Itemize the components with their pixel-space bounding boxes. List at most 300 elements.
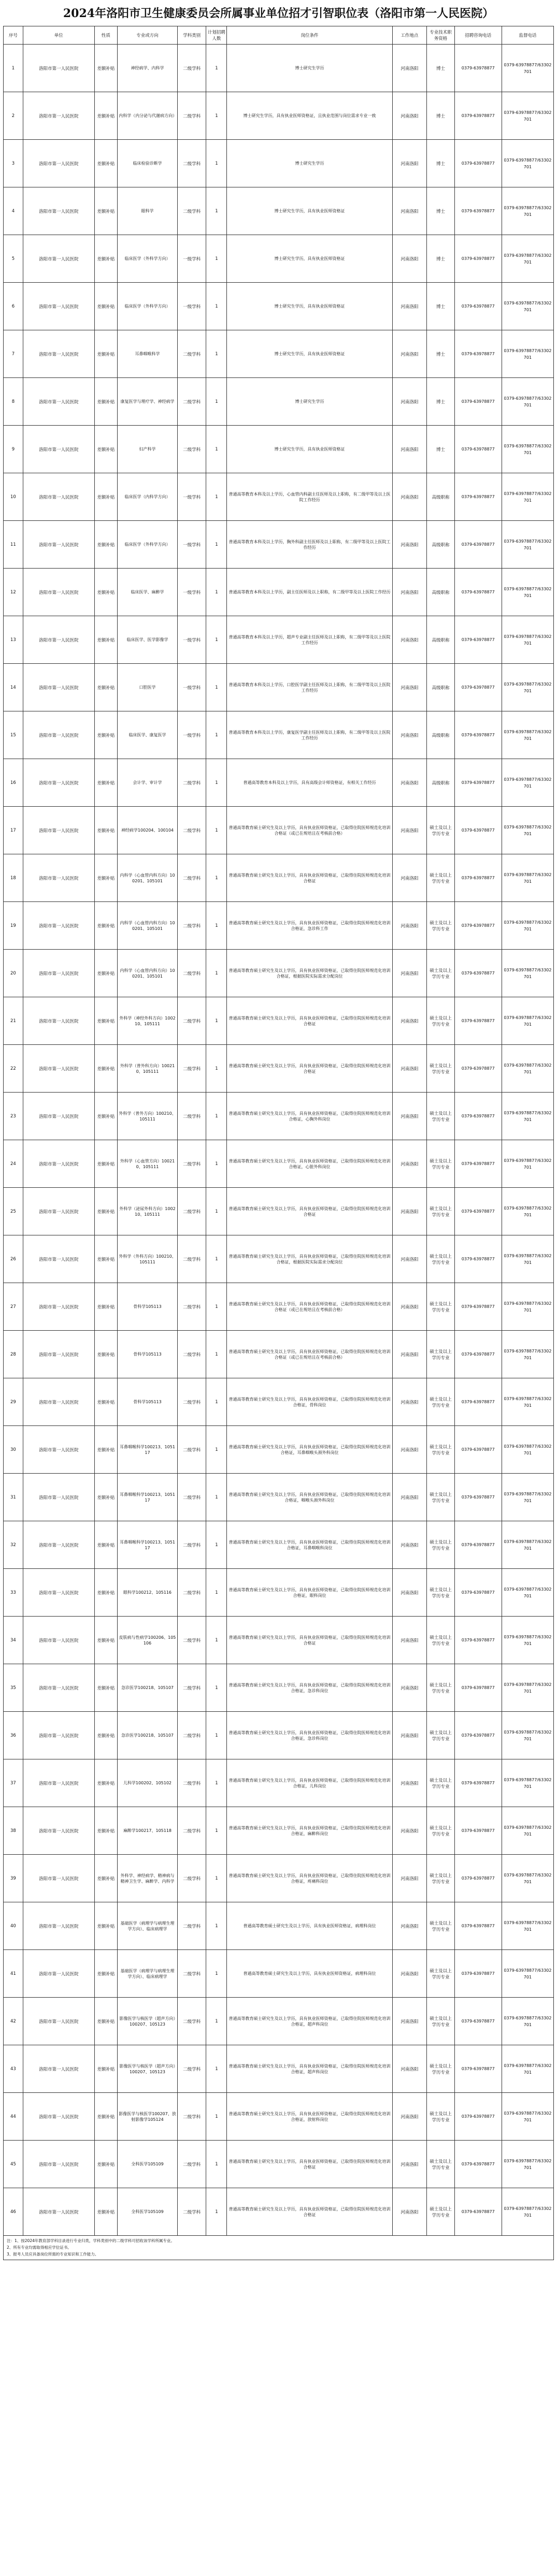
supervise-phone-cell: 0379-63978877/63302701 (502, 711, 553, 759)
index-cell: 34 (4, 1617, 23, 1664)
location-cell: 河南洛阳 (392, 1188, 427, 1235)
supervise-phone-cell: 0379-63978877/63302701 (502, 1093, 553, 1140)
supervise-phone-cell: 0379-63978877/63302701 (502, 1950, 553, 1998)
supervise-phone-cell: 0379-63978877/63302701 (502, 426, 553, 473)
category-cell: 二级学科 (177, 1188, 206, 1235)
location-cell: 河南洛阳 (392, 1474, 427, 1521)
nature-cell: 差额补贴 (94, 569, 117, 616)
location-cell: 河南洛阳 (392, 1426, 427, 1474)
index-cell: 42 (4, 1998, 23, 2045)
location-cell: 河南洛阳 (392, 616, 427, 664)
location-cell: 河南洛阳 (392, 1283, 427, 1331)
count-cell: 1 (206, 1855, 227, 1902)
condition-cell: 普通高等教育硕士研究生及以上学历，具有执业医师资格证，已取得住院医师规范化培训合格证，麻醉科岗位 (227, 1807, 392, 1855)
location-cell: 河南洛阳 (392, 378, 427, 426)
title-cell: 硕士及以上学历专业 (427, 1426, 454, 1474)
supervise-phone-cell: 0379-63978877/63302701 (502, 1045, 553, 1093)
title-cell: 硕士及以上学历专业 (427, 1617, 454, 1664)
consult-phone-cell: 0379-63978877 (454, 187, 502, 235)
consult-phone-cell: 0379-63978877 (454, 330, 502, 378)
unit-cell: 洛阳市第一人民医院 (23, 378, 94, 426)
title-cell: 博士 (427, 140, 454, 187)
supervise-phone-cell: 0379-63978877/63302701 (502, 1140, 553, 1188)
supervise-phone-cell: 0379-63978877/63302701 (502, 1331, 553, 1378)
consult-phone-cell: 0379-63978877 (454, 1759, 502, 1807)
category-cell: 二级学科 (177, 807, 206, 854)
consult-phone-cell: 0379-63978877 (454, 140, 502, 187)
supervise-phone-cell: 0379-63978877/63302701 (502, 664, 553, 711)
supervise-phone-cell: 0379-63978877/63302701 (502, 997, 553, 1045)
index-cell: 26 (4, 1235, 23, 1283)
major-cell: 内科学（心血管内科方向）100201、105101 (118, 950, 178, 997)
condition-cell: 普通高等教育硕士研究生及以上学历，具有执业医师资格证，已取得住院医师规范化培训合格证 (227, 1045, 392, 1093)
consult-phone-cell: 0379-63978877 (454, 664, 502, 711)
category-cell: 二级学科 (177, 1664, 206, 1712)
consult-phone-cell: 0379-63978877 (454, 2045, 502, 2093)
table-row (4, 1521, 554, 1569)
location-cell: 河南洛阳 (392, 1093, 427, 1140)
index-cell: 35 (4, 1664, 23, 1712)
supervise-phone-cell: 0379-63978877/63302701 (502, 378, 553, 426)
nature-cell: 差额补贴 (94, 521, 117, 569)
condition-cell: 普通高等教育本科及以上学历，心血管内科副主任医师及以上职称，有二级甲等及以上医院工作经历 (227, 473, 392, 521)
major-cell: 临床医学（外科学方向） (118, 283, 178, 330)
unit-cell: 洛阳市第一人民医院 (23, 1998, 94, 2045)
title-cell: 硕士及以上学历专业 (427, 1855, 454, 1902)
major-cell: 皮肤病与性病学100206、105106 (118, 1617, 178, 1664)
title-cell: 博士 (427, 378, 454, 426)
consult-phone-cell: 0379-63978877 (454, 1950, 502, 1998)
category-cell: 二级学科 (177, 330, 206, 378)
location-cell: 河南洛阳 (392, 187, 427, 235)
title-cell: 硕士及以上学历专业 (427, 1474, 454, 1521)
location-cell: 河南洛阳 (392, 1378, 427, 1426)
supervise-phone-cell: 0379-63978877/63302701 (502, 2141, 553, 2188)
category-cell: 二级学科 (177, 854, 206, 902)
consult-phone-cell: 0379-63978877 (454, 1474, 502, 1521)
condition-cell: 普通高等教育硕士研究生及以上学历，具有执业医师资格证，已取得住院医师规范化培训合格证 (227, 2141, 392, 2188)
unit-cell: 洛阳市第一人民医院 (23, 1902, 94, 1950)
position-table (3, 26, 554, 2236)
index-cell: 43 (4, 2045, 23, 2093)
major-cell: 全科医学105109 (118, 2188, 178, 2236)
location-cell: 河南洛阳 (392, 1617, 427, 1664)
consult-phone-cell: 0379-63978877 (454, 1617, 502, 1664)
consult-phone-cell: 0379-63978877 (454, 1426, 502, 1474)
title-cell: 硕士及以上学历专业 (427, 1235, 454, 1283)
title-cell: 高级职称 (427, 664, 454, 711)
page-title: 2024年洛阳市卫生健康委员会所属事业单位招才引智职位表（洛阳市第一人民医院） (63, 7, 494, 20)
unit-cell: 洛阳市第一人民医院 (23, 2093, 94, 2141)
unit-cell: 洛阳市第一人民医院 (23, 1045, 94, 1093)
unit-cell: 洛阳市第一人民医院 (23, 283, 94, 330)
nature-cell: 差额补贴 (94, 1902, 117, 1950)
supervise-phone-cell: 0379-63978877/63302701 (502, 1235, 553, 1283)
major-cell: 会计学、审计学 (118, 759, 178, 807)
title-cell: 硕士及以上学历专业 (427, 2045, 454, 2093)
consult-phone-cell: 0379-63978877 (454, 997, 502, 1045)
major-cell: 外科学（外科方向）100210、105111 (118, 1235, 178, 1283)
unit-cell: 洛阳市第一人民医院 (23, 1521, 94, 1569)
unit-cell: 洛阳市第一人民医院 (23, 1950, 94, 1998)
count-cell: 1 (206, 1712, 227, 1759)
count-cell: 1 (206, 1521, 227, 1569)
index-cell: 40 (4, 1902, 23, 1950)
table-row (4, 45, 554, 92)
table-row (4, 140, 554, 187)
condition-cell: 普通高等教育硕士研究生及以上学历，具有执业医师资格证，已取得住院医师规范化培训合格证（或已在规培且在考核前合格） (227, 1331, 392, 1378)
condition-cell: 普通高等教育硕士研究生及以上学历，具有执业医师资格证，已取得住院医师规范化培训合格证，超声科岗位 (227, 2045, 392, 2093)
index-cell: 25 (4, 1188, 23, 1235)
count-cell: 1 (206, 854, 227, 902)
table-row (4, 1712, 554, 1759)
supervise-phone-cell: 0379-63978877/63302701 (502, 1569, 553, 1617)
table-row (4, 1474, 554, 1521)
consult-phone-cell: 0379-63978877 (454, 2141, 502, 2188)
consult-phone-cell: 0379-63978877 (454, 759, 502, 807)
table-row (4, 2188, 554, 2236)
condition-cell: 博士研究生学历 (227, 140, 392, 187)
consult-phone-cell: 0379-63978877 (454, 283, 502, 330)
nature-cell: 差额补贴 (94, 1998, 117, 2045)
table-row (4, 235, 554, 283)
table-row (4, 1617, 554, 1664)
major-cell: 外科学（心血管方向）100210、105111 (118, 1140, 178, 1188)
location-cell: 河南洛阳 (392, 1807, 427, 1855)
unit-cell: 洛阳市第一人民医院 (23, 664, 94, 711)
index-cell: 16 (4, 759, 23, 807)
category-cell: 二级学科 (177, 140, 206, 187)
nature-cell: 差额补贴 (94, 1807, 117, 1855)
major-cell: 外科学（普外科方向）100210、105111 (118, 1045, 178, 1093)
supervise-phone-cell: 0379-63978877/63302701 (502, 1426, 553, 1474)
table-row (4, 92, 554, 140)
count-cell: 1 (206, 1759, 227, 1807)
title-cell: 硕士及以上学历专业 (427, 1998, 454, 2045)
supervise-phone-cell: 0379-63978877/63302701 (502, 902, 553, 950)
condition-cell: 普通高等教育硕士研究生及以上学历，具有执业医师资格证，病理科岗位 (227, 1950, 392, 1998)
count-cell: 1 (206, 1664, 227, 1712)
consult-phone-cell: 0379-63978877 (454, 378, 502, 426)
category-cell: 一级学科 (177, 521, 206, 569)
supervise-phone-cell: 0379-63978877/63302701 (502, 521, 553, 569)
location-cell: 河南洛阳 (392, 902, 427, 950)
condition-cell: 普通高等教育硕士研究生及以上学历，具有执业医师资格证，已取得住院医师规范化培训合格证 (227, 1617, 392, 1664)
category-cell: 二级学科 (177, 759, 206, 807)
index-cell: 1 (4, 45, 23, 92)
count-cell: 1 (206, 807, 227, 854)
condition-cell: 普通高等教育硕士研究生及以上学历，具有执业医师资格证，已取得住院医师规范化培训合格证（或已在规培且在考核前合格） (227, 1283, 392, 1331)
category-cell: 二级学科 (177, 2188, 206, 2236)
consult-phone-cell: 0379-63978877 (454, 45, 502, 92)
unit-cell: 洛阳市第一人民医院 (23, 1807, 94, 1855)
unit-cell: 洛阳市第一人民医院 (23, 1712, 94, 1759)
category-cell: 二级学科 (177, 1331, 206, 1378)
unit-cell: 洛阳市第一人民医院 (23, 711, 94, 759)
count-cell: 1 (206, 950, 227, 997)
consult-phone-cell: 0379-63978877 (454, 616, 502, 664)
title-cell: 硕士及以上学历专业 (427, 1950, 454, 1998)
nature-cell: 差额补贴 (94, 1950, 117, 1998)
major-cell: 耳鼻咽喉科学100213、105117 (118, 1521, 178, 1569)
nature-cell: 差额补贴 (94, 140, 117, 187)
location-cell: 河南洛阳 (392, 569, 427, 616)
count-cell: 1 (206, 521, 227, 569)
header-col-condition: 岗位条件 (227, 26, 392, 45)
category-cell: 二级学科 (177, 1426, 206, 1474)
consult-phone-cell: 0379-63978877 (454, 1140, 502, 1188)
consult-phone-cell: 0379-63978877 (454, 1378, 502, 1426)
index-cell: 14 (4, 664, 23, 711)
location-cell: 河南洛阳 (392, 997, 427, 1045)
consult-phone-cell: 0379-63978877 (454, 1807, 502, 1855)
supervise-phone-cell: 0379-63978877/63302701 (502, 616, 553, 664)
location-cell: 河南洛阳 (392, 1759, 427, 1807)
location-cell: 河南洛阳 (392, 759, 427, 807)
title-cell: 硕士及以上学历专业 (427, 1712, 454, 1759)
unit-cell: 洛阳市第一人民医院 (23, 1569, 94, 1617)
location-cell: 河南洛阳 (392, 1235, 427, 1283)
header-col-category: 学科类别 (177, 26, 206, 45)
table-row (4, 473, 554, 521)
title-cell: 硕士及以上学历专业 (427, 2141, 454, 2188)
unit-cell: 洛阳市第一人民医院 (23, 187, 94, 235)
condition-cell: 普通高等教育硕士研究生及以上学历，具有执业医师资格证，已取得住院医师规范化培训合格证，儿科岗位 (227, 1759, 392, 1807)
consult-phone-cell: 0379-63978877 (454, 1712, 502, 1759)
nature-cell: 差额补贴 (94, 664, 117, 711)
unit-cell: 洛阳市第一人民医院 (23, 1378, 94, 1426)
table-row (4, 997, 554, 1045)
nature-cell: 差额补贴 (94, 378, 117, 426)
index-cell: 11 (4, 521, 23, 569)
nature-cell: 差额补贴 (94, 92, 117, 140)
table-row (4, 950, 554, 997)
condition-cell: 博士研究生学历 (227, 45, 392, 92)
count-cell: 1 (206, 283, 227, 330)
index-cell: 7 (4, 330, 23, 378)
condition-cell: 普通高等教育本科及以上学历，超声专业副主任医师及以上职称，有二级甲等及以上医院工作经历 (227, 616, 392, 664)
index-cell: 31 (4, 1474, 23, 1521)
count-cell: 1 (206, 1902, 227, 1950)
major-cell: 基础医学（病理学与病理生理学方向）、临床病理学 (118, 1950, 178, 1998)
count-cell: 1 (206, 616, 227, 664)
title-cell: 硕士及以上学历专业 (427, 1140, 454, 1188)
location-cell: 河南洛阳 (392, 283, 427, 330)
nature-cell: 差额补贴 (94, 330, 117, 378)
nature-cell: 差额补贴 (94, 1378, 117, 1426)
count-cell: 1 (206, 1331, 227, 1378)
nature-cell: 差额补贴 (94, 283, 117, 330)
title-cell: 博士 (427, 426, 454, 473)
major-cell: 外科学、神经病学、精神病与精神卫生学、麻醉学、内科学 (118, 1855, 178, 1902)
table-row (4, 426, 554, 473)
count-cell: 1 (206, 2045, 227, 2093)
major-cell: 影像医学与核医学（超声方向）100207、105123 (118, 1998, 178, 2045)
major-cell: 妇产科学 (118, 426, 178, 473)
table-body (4, 45, 554, 2236)
count-cell: 1 (206, 1807, 227, 1855)
table-row (4, 1855, 554, 1902)
location-cell: 河南洛阳 (392, 1569, 427, 1617)
condition-cell: 普通高等教育硕士研究生及以上学历，具有执业医师资格证，已取得住院医师规范化培训合格证 (227, 997, 392, 1045)
index-cell: 20 (4, 950, 23, 997)
note-line: 3、报考人员应具备岗位所需的专业知识和工作能力。 (7, 2252, 99, 2257)
major-cell: 基础医学（病理学与病理生理学方向）、临床病理学 (118, 1902, 178, 1950)
location-cell: 河南洛阳 (392, 1855, 427, 1902)
consult-phone-cell: 0379-63978877 (454, 1045, 502, 1093)
consult-phone-cell: 0379-63978877 (454, 569, 502, 616)
condition-cell: 博士研究生学历，具有执业医师资格证 (227, 283, 392, 330)
count-cell: 1 (206, 1950, 227, 1998)
location-cell: 河南洛阳 (392, 2045, 427, 2093)
location-cell: 河南洛阳 (392, 45, 427, 92)
category-cell: 二级学科 (177, 1521, 206, 1569)
unit-cell: 洛阳市第一人民医院 (23, 1759, 94, 1807)
nature-cell: 差额补贴 (94, 950, 117, 997)
supervise-phone-cell: 0379-63978877/63302701 (502, 1664, 553, 1712)
consult-phone-cell: 0379-63978877 (454, 426, 502, 473)
category-cell: 二级学科 (177, 1950, 206, 1998)
major-cell: 临床医学（外科学方向） (118, 521, 178, 569)
title-cell: 博士 (427, 235, 454, 283)
table-row (4, 664, 554, 711)
nature-cell: 差额补贴 (94, 2093, 117, 2141)
unit-cell: 洛阳市第一人民医院 (23, 902, 94, 950)
nature-cell: 差额补贴 (94, 854, 117, 902)
title-cell: 硕士及以上学历专业 (427, 1521, 454, 1569)
condition-cell: 普通高等教育硕士研究生及以上学历，具有执业医师资格证，已取得住院医师规范化培训合格证，急诊科工作 (227, 902, 392, 950)
supervise-phone-cell: 0379-63978877/63302701 (502, 1521, 553, 1569)
location-cell: 河南洛阳 (392, 807, 427, 854)
condition-cell: 普通高等教育硕士研究生及以上学历，具有执业医师资格证，已取得住院医师规范化培训合格证，根据医院实际需求分配岗位 (227, 950, 392, 997)
count-cell: 1 (206, 711, 227, 759)
nature-cell: 差额补贴 (94, 1664, 117, 1712)
consult-phone-cell: 0379-63978877 (454, 1331, 502, 1378)
location-cell: 河南洛阳 (392, 473, 427, 521)
unit-cell: 洛阳市第一人民医院 (23, 1140, 94, 1188)
index-cell: 4 (4, 187, 23, 235)
condition-cell: 普通高等教育硕士研究生及以上学历，具有执业医师资格证，已取得住院医师规范化培训合格证，心胸外科岗位 (227, 1093, 392, 1140)
nature-cell: 差额补贴 (94, 1093, 117, 1140)
consult-phone-cell: 0379-63978877 (454, 1188, 502, 1235)
consult-phone-cell: 0379-63978877 (454, 1998, 502, 2045)
count-cell: 1 (206, 1998, 227, 2045)
note-line: 注：1、按2024年教育部学科目录进行专业归类，学科类别中的二级学科可招收该学科所属专业。 (7, 2238, 175, 2243)
title-cell: 博士 (427, 92, 454, 140)
unit-cell: 洛阳市第一人民医院 (23, 45, 94, 92)
header-col-major: 专业或方向 (118, 26, 178, 45)
count-cell: 1 (206, 997, 227, 1045)
major-cell: 急诊医学100218、105107 (118, 1664, 178, 1712)
index-cell: 24 (4, 1140, 23, 1188)
consult-phone-cell: 0379-63978877 (454, 1521, 502, 1569)
major-cell: 急诊医学100218、105107 (118, 1712, 178, 1759)
count-cell: 1 (206, 1617, 227, 1664)
condition-cell: 普通高等教育本科及以上学历，口腔医学副主任医师及以上职称，有二级甲等及以上医院工作经历 (227, 664, 392, 711)
index-cell: 8 (4, 378, 23, 426)
category-cell: 二级学科 (177, 1998, 206, 2045)
major-cell: 骨科学105113 (118, 1331, 178, 1378)
count-cell: 1 (206, 1426, 227, 1474)
nature-cell: 差额补贴 (94, 473, 117, 521)
nature-cell: 差额补贴 (94, 807, 117, 854)
condition-cell: 普通高等教育硕士研究生及以上学历，具有执业医师资格证，已取得住院医师规范化培训合格证，耳鼻咽喉头颈外科岗位 (227, 1426, 392, 1474)
major-cell: 临床医学（外科学方向） (118, 235, 178, 283)
nature-cell: 差额补贴 (94, 1426, 117, 1474)
index-cell: 6 (4, 283, 23, 330)
major-cell: 神经病学、内科学 (118, 45, 178, 92)
category-cell: 二级学科 (177, 1617, 206, 1664)
major-cell: 口腔医学 (118, 664, 178, 711)
table-row (4, 2093, 554, 2141)
condition-cell: 普通高等教育本科及以上学历，康复医学副主任医师及以上职称，有二级甲等及以上医院工作经历 (227, 711, 392, 759)
consult-phone-cell: 0379-63978877 (454, 1902, 502, 1950)
location-cell: 河南洛阳 (392, 140, 427, 187)
header-col-supervise-phone: 监督电话 (502, 26, 553, 45)
condition-cell: 普通高等教育硕士研究生及以上学历，具有执业医师资格证，已取得住院医师规范化培训合格证，疼痛科岗位 (227, 1855, 392, 1902)
index-cell: 41 (4, 1950, 23, 1998)
unit-cell: 洛阳市第一人民医院 (23, 521, 94, 569)
supervise-phone-cell: 0379-63978877/63302701 (502, 92, 553, 140)
nature-cell: 差额补贴 (94, 187, 117, 235)
consult-phone-cell: 0379-63978877 (454, 711, 502, 759)
title-cell: 硕士及以上学历专业 (427, 950, 454, 997)
condition-cell: 普通高等教育硕士研究生及以上学历，具有执业医师资格证，已取得住院医师规范化培训合格证，咽喉头颈外科岗位 (227, 1474, 392, 1521)
count-cell: 1 (206, 1140, 227, 1188)
nature-cell: 差额补贴 (94, 426, 117, 473)
title-cell: 硕士及以上学历专业 (427, 1331, 454, 1378)
major-cell: 眼科学100212、105116 (118, 1569, 178, 1617)
nature-cell: 差额补贴 (94, 616, 117, 664)
table-row (4, 1759, 554, 1807)
title-cell: 硕士及以上学历专业 (427, 1902, 454, 1950)
unit-cell: 洛阳市第一人民医院 (23, 1426, 94, 1474)
location-cell: 河南洛阳 (392, 1331, 427, 1378)
count-cell: 1 (206, 1283, 227, 1331)
major-cell: 耳鼻咽喉科学 (118, 330, 178, 378)
category-cell: 二级学科 (177, 1474, 206, 1521)
header-col-index: 序号 (4, 26, 23, 45)
table-row (4, 1902, 554, 1950)
note-line: 2、所有专业均需取得相应学位证书。 (7, 2245, 72, 2250)
condition-cell: 普通高等教育硕士研究生及以上学历，具有执业医师资格证，已取得住院医师规范化培训合格证 (227, 2188, 392, 2236)
category-cell: 二级学科 (177, 426, 206, 473)
category-cell: 二级学科 (177, 2141, 206, 2188)
table-row (4, 1283, 554, 1331)
notes (3, 2236, 554, 2260)
major-cell: 影像医学与核医学（超声方向）100207、105123 (118, 2045, 178, 2093)
index-cell: 36 (4, 1712, 23, 1759)
major-cell: 内科学（心血管内科方向）100201、105101 (118, 902, 178, 950)
major-cell: 儿科学100202、105102 (118, 1759, 178, 1807)
major-cell: 临床医学、康复医学 (118, 711, 178, 759)
title-cell: 硕士及以上学历专业 (427, 1759, 454, 1807)
index-cell: 45 (4, 2141, 23, 2188)
location-cell: 河南洛阳 (392, 1045, 427, 1093)
count-cell: 1 (206, 1093, 227, 1140)
nature-cell: 差额补贴 (94, 1855, 117, 1902)
table-row (4, 2045, 554, 2093)
nature-cell: 差额补贴 (94, 902, 117, 950)
condition-cell: 普通高等教育硕士研究生及以上学历，具有执业医师资格证，已取得住院医师规范化培训合格证 (227, 854, 392, 902)
supervise-phone-cell: 0379-63978877/63302701 (502, 1188, 553, 1235)
supervise-phone-cell: 0379-63978877/63302701 (502, 2045, 553, 2093)
category-cell: 二级学科 (177, 997, 206, 1045)
table-row (4, 2141, 554, 2188)
location-cell: 河南洛阳 (392, 2188, 427, 2236)
category-cell: 二级学科 (177, 1045, 206, 1093)
count-cell: 1 (206, 2093, 227, 2141)
